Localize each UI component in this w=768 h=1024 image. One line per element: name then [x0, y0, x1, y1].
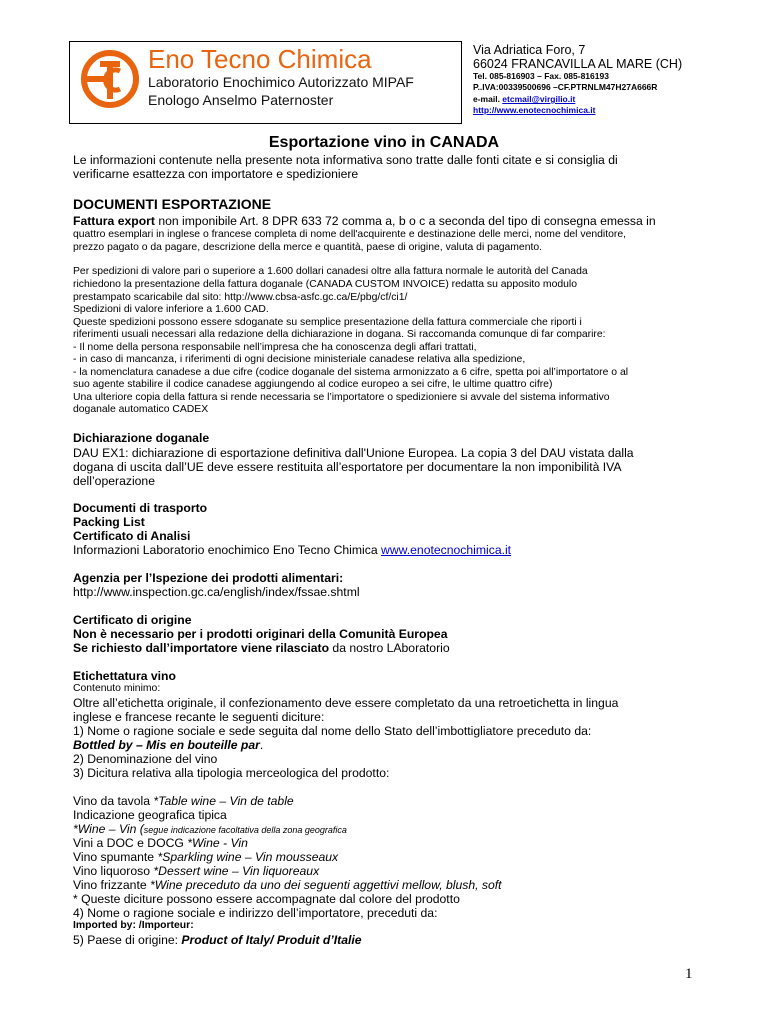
certificato-analisi-heading: Certificato di Analisi [73, 529, 191, 543]
website-link[interactable]: http://www.enotecnochimica.it [473, 105, 596, 115]
tipologia-line: Vino da tavola *Table wine – Vin de table [73, 794, 294, 808]
spedizioni-line: Queste spedizioni possono essere sdoganate su semplice presentazione della fattura commerciale che riporti i [73, 317, 582, 328]
brand-name: Eno Tecno Chimica [148, 44, 372, 74]
dichiarazione-line: dell’operazione [73, 474, 155, 488]
tipologia-note: * Queste diciture possono essere accompagnate dal colore del prodotto [73, 892, 460, 906]
phone-fax: Tel. 085-816903 – Fax. 085-816193 [473, 71, 609, 81]
intro-line: Le informazioni contenute nella presente nota informativa sono tratte dalle fonti citate e si consiglia di [73, 153, 618, 167]
bottled-by-line: Bottled by – Mis en bouteille par. [73, 738, 264, 752]
spedizioni-line: suo agente stabilire il codice canadese aggiungendo al codice europeo a sei cifre, le ultime quattro cifre) [73, 379, 553, 390]
brand-subtitle-lab: Laboratorio Enochimico Autorizzato MIPAF [148, 74, 414, 90]
tax-ids: P..IVA:00339500696 –CF.PTRNLM47H27A666R [473, 82, 658, 92]
dichiarazione-line: DAU EX1: dichiarazione di esportazione definitiva dall'Unione Europea. La copia 3 del DAU vistata dalla [73, 446, 634, 460]
intro-line: verificarne esattezza con importatore e spedizioniere [73, 167, 359, 181]
trasporto-heading: Documenti di trasporto [73, 501, 208, 515]
spedizioni-line: richiedono la presentazione della fattura doganale (CANADA CUSTOM INVOICE) redatta su apposito modulo [73, 279, 578, 290]
tipologia-line: *Wine – Vin (segue indicazione facoltativa della zona geografica [73, 822, 347, 836]
spedizioni-line: - la nomenclatura canadese a due cifre (codice doganale del sistema armonizzato a 6 cifre, spetta poi all’importatore o al [73, 367, 629, 378]
paese-origine-line: 5) Paese di origine: Product of Italy/ Produit d’Italie [73, 933, 362, 947]
fattura-line: prezzo pagato o da pagare, descrizione della merce e quantità, paese di origine, valuta di pagamento. [73, 242, 543, 253]
origine-heading: Certificato di origine [73, 613, 192, 627]
laboratorio-info: Informazioni Laboratorio enochimico Eno Tecno Chimica www.enotecnochimica.it [73, 543, 512, 557]
spedizioni-line: Una ulteriore copia della fattura si rende necessaria se l’importatore o spedizioniere si avvale del sistema informativo [73, 392, 610, 403]
agenzia-heading: Agenzia per l’Ispezione dei prodotti alimentari: [73, 571, 344, 585]
tipologia-line: Vino spumante *Sparkling wine – Vin mousseaux [73, 850, 339, 864]
address-city: 66024 FRANCAVILLA AL MARE (CH) [473, 57, 683, 71]
spedizioni-line: - Il nome della persona responsabile nell’impresa che ha conoscenza degli affari trattati, [73, 342, 477, 353]
etichettatura-line: inglese e francese recante le seguenti diciture: [73, 710, 325, 724]
etc-logo-icon [80, 49, 140, 109]
tipologia-line: Vino liquoroso *Dessert wine – Vin liquoreaux [73, 864, 320, 878]
spedizioni-line: prestampato scaricabile dal sito: http://www.cbsa-asfc.gc.ca/E/pbg/cf/ci1/ [73, 292, 408, 303]
spedizioni-line: - in caso di mancanza, i riferimenti di ogni decisione ministeriale canadese relativa alla spedizione, [73, 354, 526, 365]
packing-list-heading: Packing List [73, 515, 145, 529]
section-heading-documenti: DOCUMENTI ESPORTAZIONE [73, 196, 272, 212]
email-line: e-mail. etcmail@virgilio.it [473, 94, 576, 104]
spedizioni-line: Spedizioni di valore inferiore a 1.600 CAD. [73, 304, 269, 315]
tipologia-line: Vino frizzante *Wine preceduto da uno dei seguenti aggettivi mellow, blush, soft [73, 878, 502, 892]
etichettatura-heading: Etichettatura vino [73, 669, 176, 683]
spedizioni-line: Per spedizioni di valore pari o superiore a 1.600 dollari canadesi oltre alla fattura normale le autorità del Canada [73, 266, 588, 277]
etichettatura-line: 1) Nome o ragione sociale e sede seguita dal nome dello Stato dell’imbottigliatore preceduto da: [73, 724, 592, 738]
spedizioni-line: riferimenti usuali necessari alla redazione della dichiarazione in dogana. Si raccomanda comunque di far comparire: [73, 329, 606, 340]
enotecnochimica-link[interactable]: www.enotecnochimica.it [381, 543, 512, 557]
fattura-line: Fattura export non imponibile Art. 8 DPR 633 72 comma a, b o c a seconda del tipo di consegna emessa in [73, 214, 656, 228]
dichiarazione-line: dogana di uscita dall’UE deve essere restituita all’esportatore per documentare la non imponibilità IVA [73, 460, 622, 474]
agenzia-url: http://www.inspection.gc.ca/english/index/fssae.shtml [73, 585, 360, 599]
origine-line: Non è necessario per i prodotti originari della Comunità Europea [73, 627, 448, 641]
origine-line: Se richiesto dall’importatore viene rilasciato da nostro LAboratorio [73, 641, 450, 655]
address-street: Via Adriatica Foro, 7 [473, 43, 586, 57]
etichettatura-line: 3) Dicitura relativa alla tipologia merceologica del prodotto: [73, 766, 390, 780]
page-number: 1 [685, 966, 693, 982]
fattura-line: quattro esemplari in inglese o francese completa di nome dell'acquirente e destinazione delle merci, nome del venditore, [73, 229, 627, 240]
website-line [473, 105, 595, 116]
spedizioni-line: doganale automatico CADEX [73, 404, 209, 415]
email-link[interactable]: etcmail@virgilio.it [502, 94, 576, 104]
contenuto-minimo: Contenuto minimo: [73, 683, 161, 694]
brand-subtitle-enologo: Enologo Anselmo Paternoster [148, 92, 334, 108]
dichiarazione-heading: Dichiarazione doganale [73, 431, 210, 445]
tipologia-line: Indicazione geografica tipica [73, 808, 227, 822]
imported-by-line: Imported by: /Importeur: [73, 920, 194, 931]
tipologia-line: Vini a DOC e DOCG *Wine - Vin [73, 836, 248, 850]
etichettatura-line: Oltre all’etichetta originale, il confezionamento deve essere completato da una retroetichetta in lingua [73, 696, 619, 710]
importatore-line: 4) Nome o ragione sociale e indirizzo dell’importatore, preceduti da: [73, 906, 438, 920]
etichettatura-line: 2) Denominazione del vino [73, 752, 218, 766]
page-title: Esportazione vino in CANADA [268, 134, 500, 151]
